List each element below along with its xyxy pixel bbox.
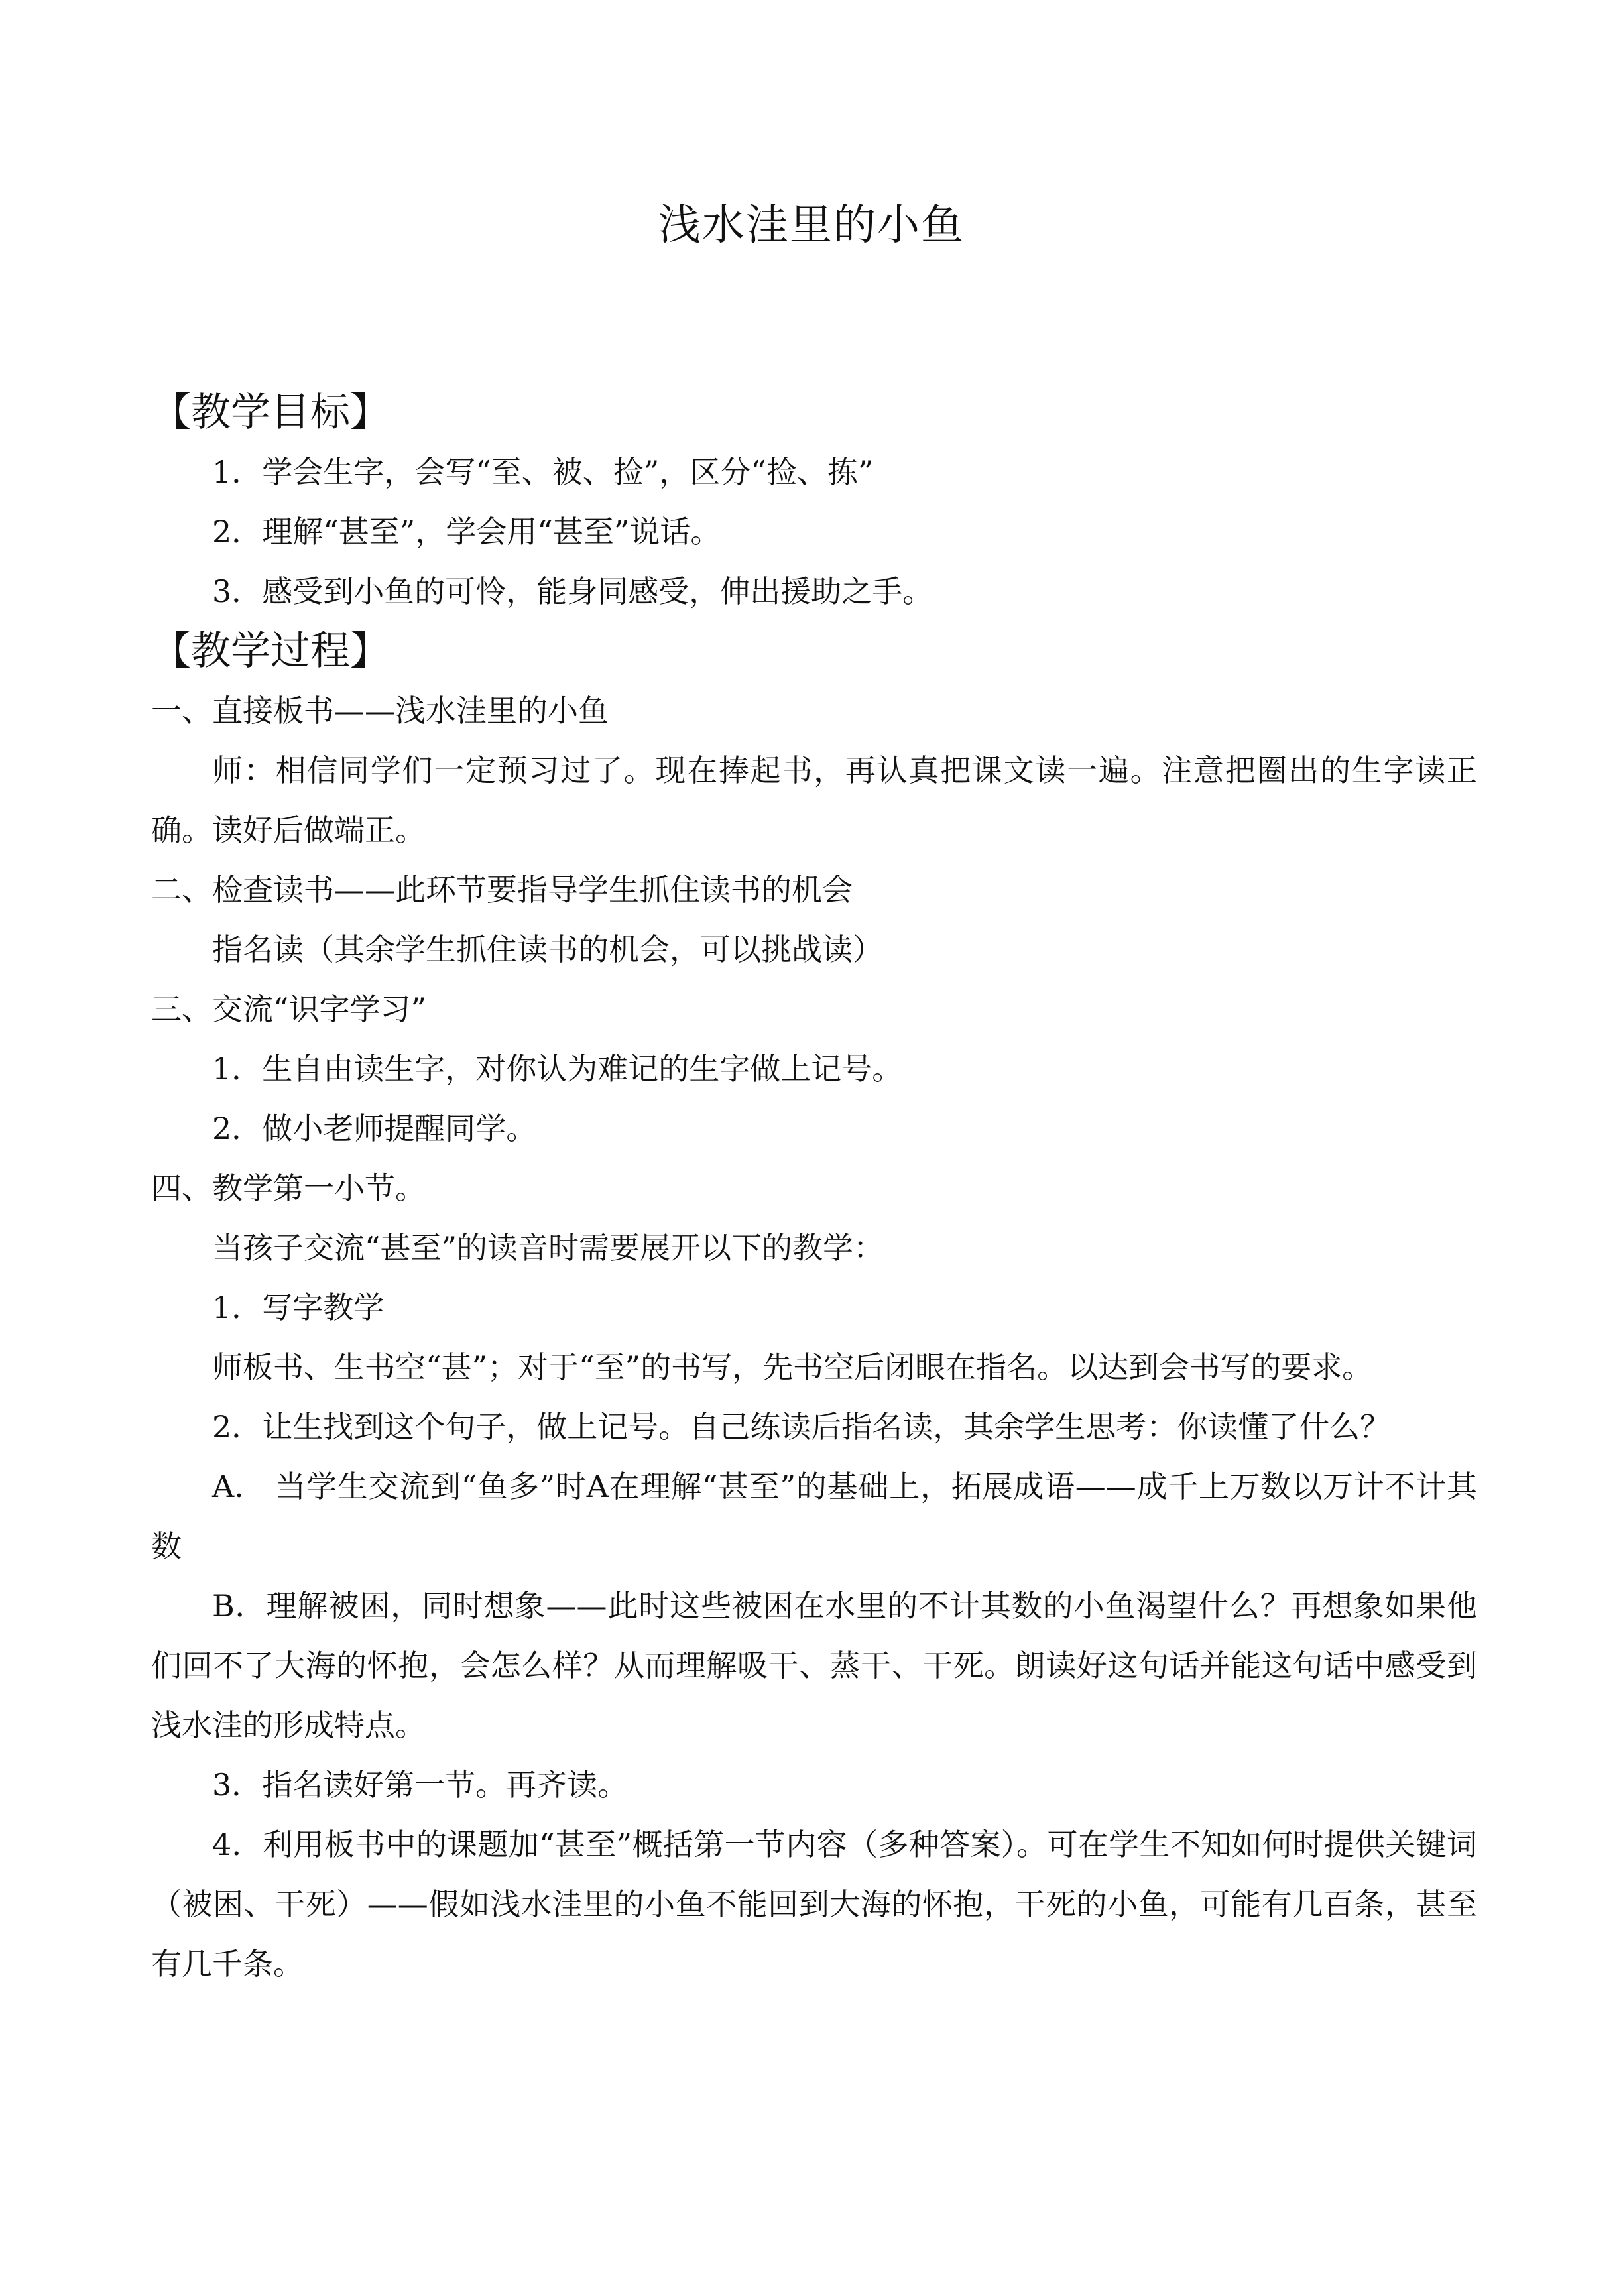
step-item: 3．指名读好第一节。再齐读。: [212, 1767, 629, 1803]
section-header-goals: 【教学目标】: [151, 389, 390, 436]
document-body: [151, 383, 1477, 1994]
step-line: 当孩子交流“甚至”的读音时需要展开以下的教学：: [212, 1230, 884, 1266]
step-item: 1．写字教学: [212, 1290, 385, 1325]
step-paragraph: B．理解被困，同时想象——此时这些被困在水里的不计其数的小鱼渴望什么？再想象如果他们回不了大海的怀抱，会怎么样？从而理解吸干、蒸干、干死。朗读好这句话并能这句话中感受到浅水洼的形成特点。: [151, 1588, 1477, 1743]
goal-item: 1．学会生字，会写“至、被、捡”，区分“捡、拣”: [212, 454, 874, 490]
step-heading: 三、交流“识字学习”: [151, 991, 427, 1027]
section-header-process: 【教学过程】: [151, 628, 390, 674]
step-item: 2．做小老师提醒同学。: [212, 1111, 537, 1146]
step-paragraph: 师：相信同学们一定预习过了。现在捧起书，再认真把课文读一遍。注意把圈出的生字读正确。读好后做端正。: [151, 753, 1477, 848]
step-heading: 四、教学第一小节。: [151, 1170, 426, 1206]
step-line: 指名读（其余学生抓住读书的机会，可以挑战读）: [212, 932, 883, 967]
step-item: 2．让生找到这个句子，做上记号。自己练读后指名读，其余学生思考：你读懂了什么？: [212, 1409, 1391, 1445]
goal-item: 2．理解“甚至”，学会用“甚至”说话。: [212, 514, 721, 550]
step-paragraph: 师板书、生书空“甚”；对于“至”的书写，先书空后闭眼在指名。以达到会书写的要求。: [212, 1349, 1373, 1385]
goal-item: 3．感受到小鱼的可怜，能身同感受，伸出援助之手。: [212, 574, 933, 609]
document-title: 浅水洼里的小鱼: [658, 201, 965, 250]
step-item: 1．生自由读生字，对你认为难记的生字做上记号。: [212, 1051, 903, 1087]
step-paragraph: A. 当学生交流到“鱼多”时A在理解“甚至”的基础上，拓展成语——成千上万数以万计不计其数: [151, 1469, 1477, 1564]
step-heading: 二、检查读书——此环节要指导学生抓住读书的机会: [151, 872, 853, 908]
step-paragraph: 4．利用板书中的课题加“甚至”概括第一节内容（多种答案）。可在学生不知如何时提供关键词（被困、干死）——假如浅水洼里的小鱼不能回到大海的怀抱，干死的小鱼，可能有几百条，甚至有几千条。: [151, 1827, 1477, 1982]
step-heading: 一、直接板书——浅水洼里的小鱼: [151, 693, 609, 729]
